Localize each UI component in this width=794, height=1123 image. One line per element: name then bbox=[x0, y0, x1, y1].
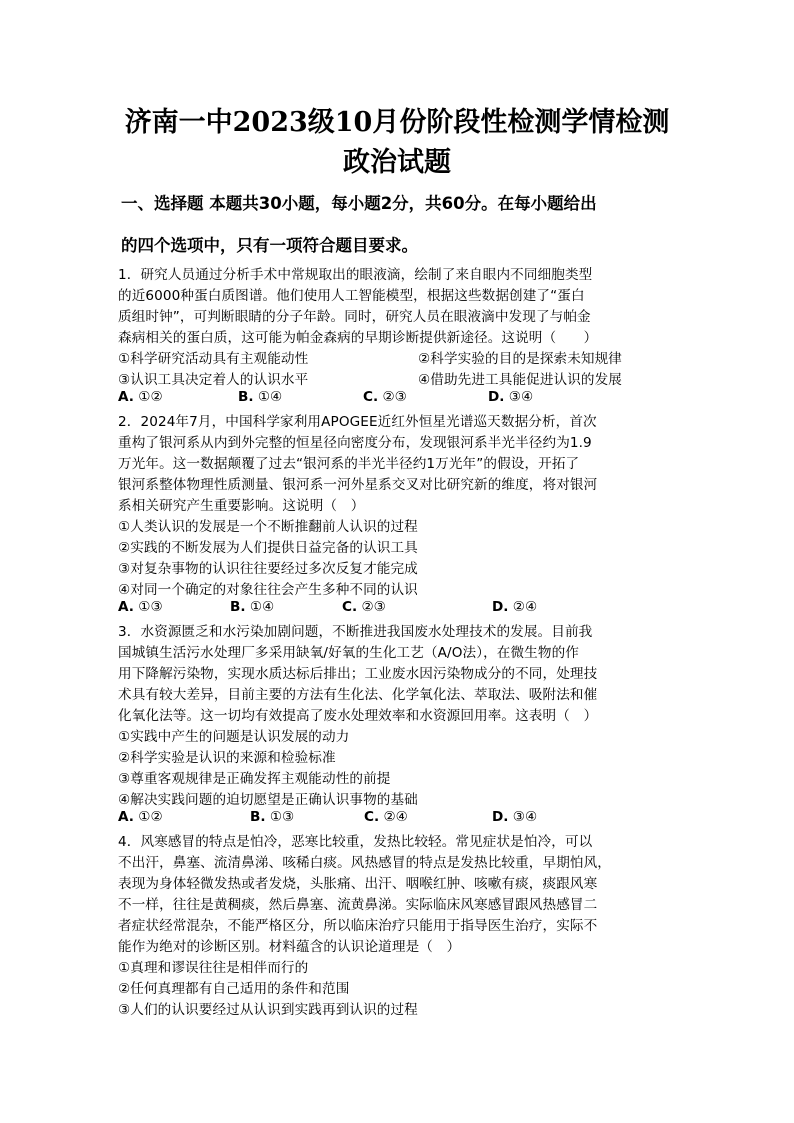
statement: ③人们的认识要经过从认识到实践再到认识的过程 bbox=[118, 1002, 418, 1018]
question-text-line: 用下降解污染物，实现水质达标后排出；工业废水因污染物成分的不同，处理技 bbox=[118, 666, 598, 682]
question-text-line: 质组时钟”，可判断眼睛的分子年龄。同时，研究人员在眼液滴中发现了与帕金 bbox=[118, 309, 591, 325]
statement: ①实践中产生的问题是认识发展的动力 bbox=[118, 729, 350, 745]
option-b[interactable]: B. ①③ bbox=[250, 809, 295, 825]
option-d[interactable]: D. ③④ bbox=[488, 389, 534, 405]
section-heading: 一、选择题 本题共30小题，每小题2分，共60分。在每小题给出 bbox=[121, 194, 597, 213]
question-text-line: 不出汗，鼻塞、流清鼻涕、咳稀白痰。风热感冒的特点是发热比较重，早期怕风， bbox=[118, 855, 611, 871]
question-text-line: 2．2024年7月，中国科学家利用APOGEE近红外恒星光谱巡天数据分析，首次 bbox=[118, 414, 597, 430]
question-text-line: 化氧化法等。这一切均有效提高了废水处理效率和水资源回用率。这表明（ ） bbox=[118, 708, 598, 724]
statement: ①科学研究活动具有主观能动性 bbox=[118, 351, 309, 367]
statement: ①真理和谬误往往是相伴而行的 bbox=[118, 960, 309, 976]
option-a[interactable]: A. ①② bbox=[118, 809, 163, 825]
option-c[interactable]: C. ②③ bbox=[342, 599, 386, 615]
question-text-line: 重构了银河系从内到外完整的恒星径向密度分布，发现银河系半光半径约为1.9 bbox=[118, 435, 592, 451]
statement: ③对复杂事物的认识往往要经过多次反复才能完成 bbox=[118, 561, 418, 577]
statement: ①人类认识的发展是一个不断推翻前人认识的过程 bbox=[118, 519, 418, 535]
question-text-line: 1．研究人员通过分析手术中常规取出的眼液滴，绘制了来自眼内不同细胞类型 bbox=[118, 267, 593, 283]
statement: ③尊重客观规律是正确发挥主观能动性的前提 bbox=[118, 771, 391, 787]
statement: ④解决实践问题的迫切愿望是正确认识事物的基础 bbox=[118, 792, 418, 808]
option-b[interactable]: B. ①④ bbox=[230, 599, 275, 615]
question-text-line: 的近6000种蛋白质图谱。他们使用人工智能模型，根据这些数据创建了“蛋白 bbox=[118, 288, 585, 304]
exam-subtitle: 政治试题 bbox=[343, 147, 451, 178]
question-text-line: 表现为身体轻微发热或者发烧，头胀痛、出汗、咽喉红肿、咳嗽有痰，痰跟风寒 bbox=[118, 876, 598, 892]
option-c[interactable]: C. ②④ bbox=[364, 809, 408, 825]
question-text-line: 者症状经常混杂，不能严格区分，所以临床治疗只能用于指导医生治疗，实际不 bbox=[118, 918, 598, 934]
statement: ④对同一个确定的对象往往会产生多种不同的认识 bbox=[118, 582, 418, 598]
question-text-line: 不一样，往往是黄稠痰，然后鼻塞、流黄鼻涕。实际临床风寒感冒跟风热感冒二 bbox=[118, 897, 598, 913]
option-a[interactable]: A. ①② bbox=[118, 389, 163, 405]
question-text-line: 万光年。这一数据颠覆了过去“银河系的半光半径约1万光年”的假设，开拓了 bbox=[118, 456, 580, 472]
option-d[interactable]: D. ②④ bbox=[492, 599, 538, 615]
question-text-line: 系相关研究产生重要影响。这说明（ ） bbox=[118, 498, 365, 514]
option-c[interactable]: C. ②③ bbox=[363, 389, 407, 405]
question-text-line: 国城镇生活污水处理厂多采用缺氧/好氧的生化工艺（A/O法），在微生物的作 bbox=[118, 645, 579, 661]
statement: ③认识工具决定着人的认识水平 bbox=[118, 372, 309, 388]
question-text-line: 能作为绝对的诊断区别。材料蕴含的认识论道理是（ ） bbox=[118, 939, 461, 955]
question-text-line: 3．水资源匮乏和水污染加剧问题，不断推进我国废水处理技术的发展。目前我 bbox=[118, 624, 593, 640]
question-text-line: 4．风寒感冒的特点是怕冷，恶寒比较重，发热比较轻。常见症状是怕冷，可以 bbox=[118, 834, 593, 850]
statement: ④借助先进工具能促进认识的发展 bbox=[418, 372, 622, 388]
answer-options bbox=[118, 389, 678, 407]
question-text-line: 银河系整体物理性质测量、银河系一河外星系交叉对比研究新的维度，将对银河 bbox=[118, 477, 598, 493]
answer-options bbox=[118, 599, 678, 617]
option-a[interactable]: A. ①③ bbox=[118, 599, 163, 615]
option-b[interactable]: B. ①④ bbox=[238, 389, 283, 405]
exam-title: 济南一中2023级10月份阶段性检测学情检测 bbox=[124, 107, 670, 138]
statement: ②实践的不断发展为人们提供日益完备的认识工具 bbox=[118, 540, 418, 556]
section-heading-cont: 的四个选项中，只有一项符合题目要求。 bbox=[121, 236, 418, 255]
option-d[interactable]: D. ③④ bbox=[492, 809, 538, 825]
answer-options bbox=[118, 809, 678, 827]
statement: ②科学实验是认识的来源和检验标准 bbox=[118, 750, 336, 766]
statement: ②任何真理都有自己适用的条件和范围 bbox=[118, 981, 350, 997]
question-text-line: 森病相关的蛋白质，这可能为帕金森病的早期诊断提供新途径。这说明（ ） bbox=[118, 330, 598, 346]
statement: ②科学实验的目的是探索未知规律 bbox=[418, 351, 622, 367]
question-text-line: 术具有较大差异，目前主要的方法有生化法、化学氧化法、萃取法、吸附法和催 bbox=[118, 687, 598, 703]
